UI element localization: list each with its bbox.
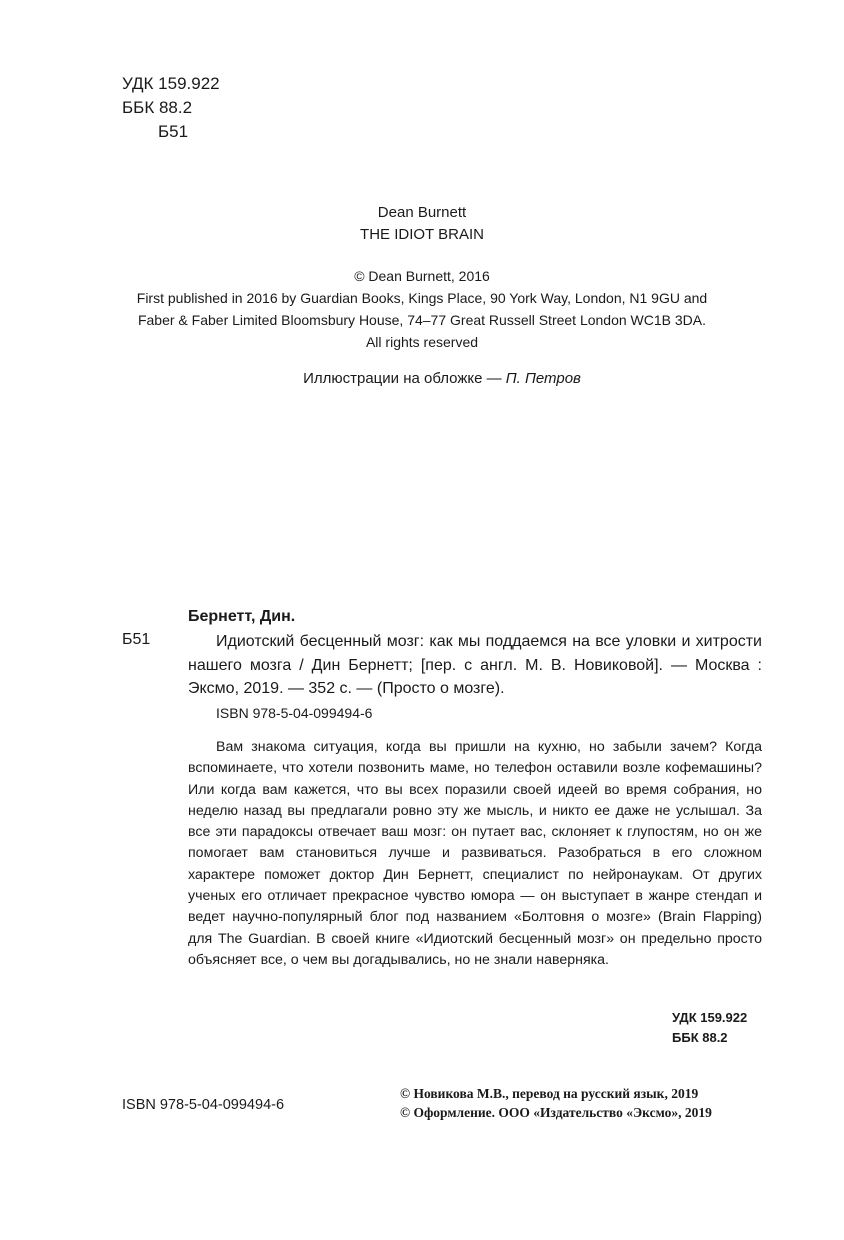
udk-code: УДК 159.922: [122, 74, 220, 93]
copyright-line: © Dean Burnett, 2016: [354, 268, 490, 284]
copyright-line: Faber & Faber Limited Bloomsbury House, 74–77 Great Russell Street London WC1B 3DA.: [137, 312, 707, 328]
record-description: Идиотский бесценный мозг: как мы поддаемся на все уловки и хитрости нашего мозга / Дин Бернетт; [пер. с англ. М. В. Новиковой]. — Москва : Эксмо, 2019. — 352 с. — (Просто о мозге).: [188, 633, 762, 697]
classification-block: [122, 72, 220, 144]
illustration-artist: П. Петров: [505, 370, 581, 387]
record-author-heading: Бернетт, Дин.: [188, 608, 296, 625]
footer-copyright-block: [400, 1084, 712, 1122]
original-author: Dean Burnett: [377, 204, 467, 221]
author-sign: Б51: [158, 122, 189, 141]
annotation-text: Вам знакома ситуация, когда вы пришли на кухню, но забыли зачем? Когда вспоминаете, что хотели позвонить маме, но телефон оставили возле кофемашины? Или когда вам кажется, что вы всех поразили своей идеей во время собрания, но неделю назад вы предлагали ровно эту же мысль, и никто ее даже не услышал. За все эти парадоксы отвечает ваш мозг: он путает вас, склоняет к глупостям, но он же помогает вам становиться лучше и развиваться. Разобраться в его сложном характере поможет доктор Дин Бернетт, специалист по нейронаукам. От других ученых его отличает прекрасное чувство юмора — он выступает в жанре стендап и ведет научно-популярный блог под названием «Болтовня о мозге» (Brain Flapping) для The Guardian. В своей книге «Идиотский бесценный мозг» он предельно просто объясняет все, о чем вы догадывались, но не знали наверняка.: [188, 739, 762, 968]
footer-isbn: ISBN 978-5-04-099494-6: [122, 1097, 285, 1113]
bottom-classification: [672, 1008, 747, 1048]
design-copyright: © Оформление. ООО «Издательство «Эксмо», 2019: [400, 1105, 712, 1120]
original-edition-block: [0, 202, 844, 246]
copyright-line: First published in 2016 by Guardian Books, Kings Place, 90 York Way, London, N1 9GU and: [136, 290, 708, 306]
bottom-bbk: ББК 88.2: [672, 1030, 728, 1045]
original-title: THE IDIOT BRAIN: [360, 226, 484, 243]
bbk-code: ББК 88.2: [122, 98, 193, 117]
translation-copyright: © Новикова М.В., перевод на русский язык, 2019: [400, 1086, 699, 1101]
illustration-credit: [0, 370, 844, 387]
record-isbn: ISBN 978-5-04-099494-6: [216, 705, 373, 721]
illustration-label: Иллюстрации на обложке —: [303, 370, 506, 387]
record-code: Б51: [122, 631, 151, 648]
original-copyright-block: [0, 265, 844, 353]
copyright-line: All rights reserved: [365, 334, 479, 350]
bottom-udk: УДК 159.922: [672, 1010, 748, 1025]
